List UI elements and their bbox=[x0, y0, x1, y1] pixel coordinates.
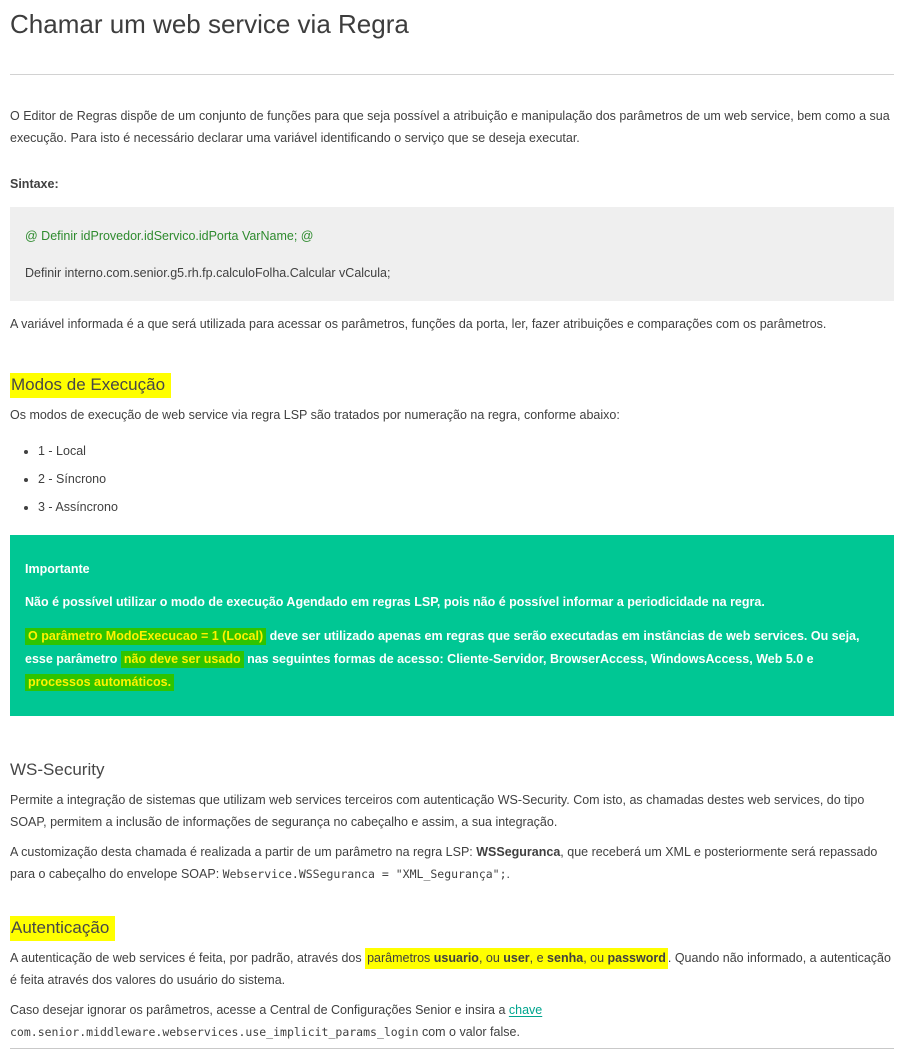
auth-text-1: A autenticação de web services é feita, por padrão, através dos bbox=[10, 950, 366, 965]
section-heading-modos bbox=[10, 373, 894, 396]
important-note-box bbox=[10, 535, 894, 716]
ws-text-3: . bbox=[506, 866, 511, 881]
wsseguranca-code: Webservice.WSSeguranca = "XML_Segurança"; bbox=[222, 866, 507, 881]
autenticacao-heading-highlight: Autenticação bbox=[10, 916, 115, 941]
auth-hl-usuario-bold: usuario bbox=[433, 950, 479, 965]
execution-modes-list bbox=[10, 441, 894, 518]
code-line-example: Definir interno.com.senior.g5.rh.fp.calculoFolha.Calcular vCalcula; bbox=[25, 265, 391, 280]
auth-params-highlight bbox=[365, 948, 668, 969]
variable-usage-paragraph: A variável informada é a que será utilizada para acessar os parâmetros, funções da porta, ler, fazer atribuições e comparações com os parâmetros. bbox=[10, 316, 827, 331]
ws-security-paragraph-1: Permite a integração de sistemas que utilizam web services terceiros com autenticação WS-Security. Com isto, as chamadas destes web services, do tipo SOAP, permitem a inclusão de informações de segurança no cabeçalho e assim, a sua integração. bbox=[10, 792, 865, 829]
chave-link[interactable]: chave bbox=[508, 1002, 543, 1017]
auth-hl-text: parâmetros bbox=[367, 950, 434, 965]
list-item-sincrono: • 2 - Síncrono bbox=[38, 469, 894, 490]
list-item-assincrono: • 3 - Assíncrono bbox=[38, 497, 894, 518]
note-text-1: deve ser utilizado apenas em regras que serão executadas em instâncias de web services. Ou seja, esse parâmetro bbox=[25, 628, 860, 666]
note-paragraph-2 bbox=[25, 625, 879, 694]
note-highlight-processos-automaticos: processos automáticos. bbox=[25, 674, 174, 691]
document-page bbox=[0, 8, 904, 1049]
code-line-syntax: @ Definir idProvedor.idServico.idPorta VarName; @ bbox=[25, 228, 314, 243]
syntax-label: Sintaxe: bbox=[10, 176, 59, 191]
auth-hl-text: , ou bbox=[478, 950, 504, 965]
auth-hl-user-bold: user bbox=[503, 950, 530, 965]
note-title: Importante bbox=[25, 561, 90, 576]
bottom-divider bbox=[10, 1048, 894, 1049]
note-highlight-nao-deve-ser-usado: não deve ser usado bbox=[121, 651, 244, 668]
syntax-code-block bbox=[10, 207, 894, 301]
note-highlight-modoexecucao: O parâmetro ModoExecucao = 1 (Local) bbox=[25, 628, 266, 645]
auth-hl-senha-bold: senha bbox=[547, 950, 584, 965]
modos-paragraph: Os modos de execução de web service via regra LSP são tratados por numeração na regra, conforme abaixo: bbox=[10, 407, 620, 422]
note-text-2: nas seguintes formas de acesso: Cliente-Servidor, BrowserAccess, WindowsAccess, Web 5.0 e bbox=[243, 651, 814, 666]
modos-heading-highlight: Modos de Execução bbox=[10, 373, 171, 398]
wsseguranca-bold: WSSeguranca bbox=[476, 844, 561, 859]
auth-text-3: Caso desejar ignorar os parâmetros, acesse a Central de Configurações Senior e insira a bbox=[10, 1002, 509, 1017]
ws-text-2: , que receberá um XML e posteriormente será repassado para o cabeçalho do envelope SOAP: bbox=[10, 844, 878, 881]
section-heading-autenticacao bbox=[10, 916, 894, 939]
auth-hl-text: , ou bbox=[583, 950, 608, 965]
intro-paragraph: O Editor de Regras dispõe de um conjunto de funções para que seja possível a atribuição e manipulação dos parâmetros de um web service, bem como a sua execução. Para isto é necessário declarar uma variável identificando o serviço que se deseja executar. bbox=[10, 108, 890, 145]
auth-text-4: com o valor false. bbox=[418, 1024, 520, 1039]
auth-hl-text: , e bbox=[529, 950, 548, 965]
page-title: Chamar um web service via Regra bbox=[10, 9, 409, 39]
title-divider bbox=[10, 74, 894, 75]
auth-paragraph-1 bbox=[10, 947, 894, 991]
section-heading-ws-security: WS-Security bbox=[10, 759, 105, 779]
ws-text-1: A customização desta chamada é realizada a partir de um parâmetro na regra LSP: bbox=[10, 844, 477, 859]
auth-paragraph-2 bbox=[10, 999, 894, 1043]
auth-hl-password-bold: password bbox=[607, 950, 666, 965]
list-item-local: • 1 - Local bbox=[38, 441, 894, 462]
note-paragraph-1: Não é possível utilizar o modo de execução Agendado em regras LSP, pois não é possível informar a periodicidade na regra. bbox=[25, 594, 765, 609]
auth-text-2: . Quando não informado, a autenticação é feita através dos valores do usuário do sistema. bbox=[10, 950, 891, 987]
ws-security-paragraph-2 bbox=[10, 841, 894, 885]
config-key-code: com.senior.middleware.webservices.use_implicit_params_login bbox=[10, 1024, 419, 1039]
